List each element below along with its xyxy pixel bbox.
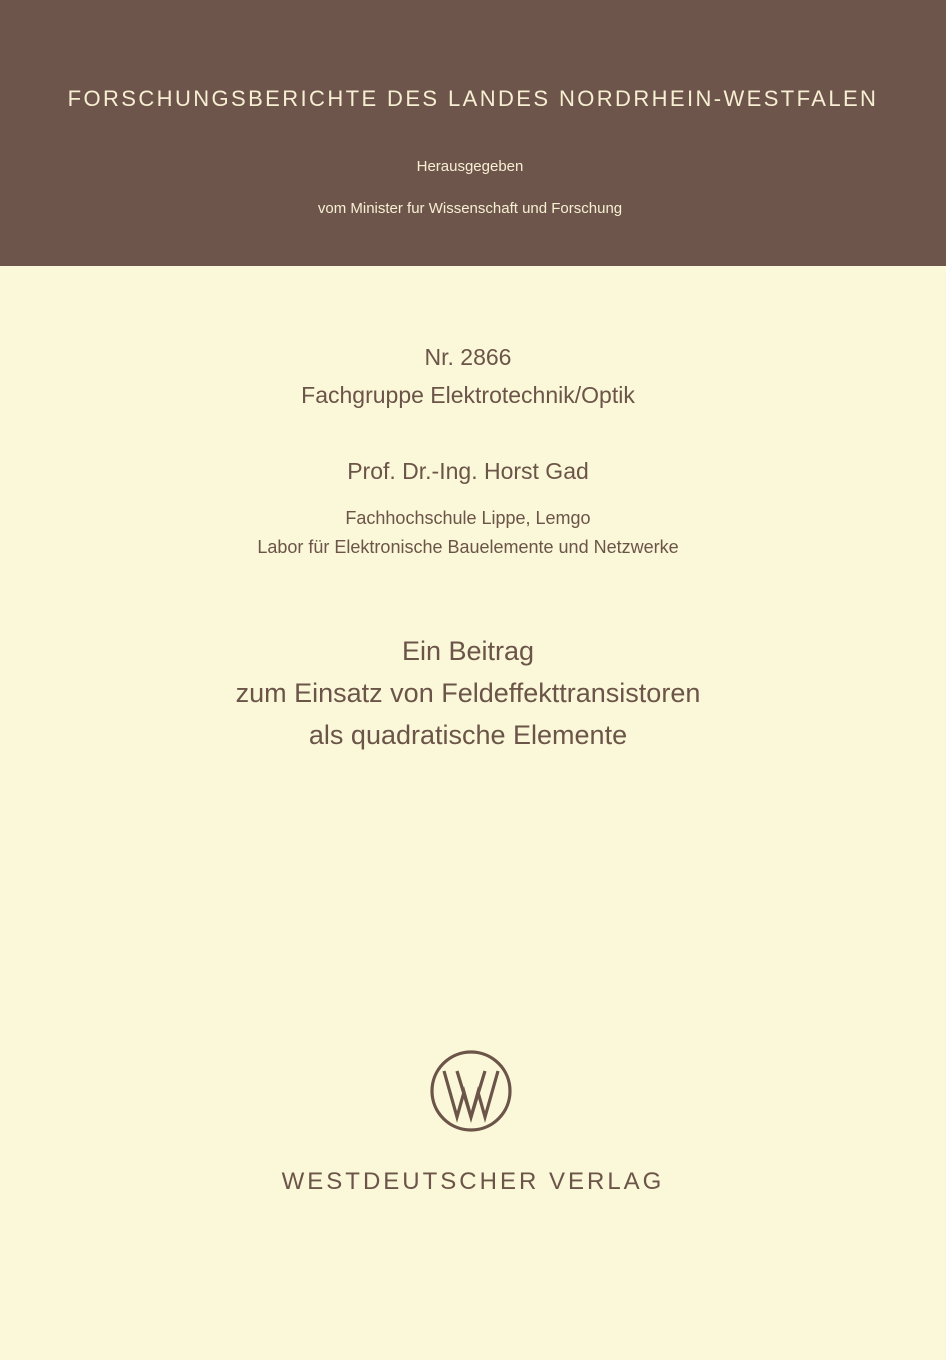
author-affiliation-2: Labor für Elektronische Bauelemente und Netzwerke xyxy=(257,537,679,557)
book-title xyxy=(0,630,936,756)
editor-name: vom Minister fur Wissenschaft und Forschung xyxy=(317,200,623,217)
series-title: FORSCHUNGSBERICHTE DES LANDES NORDRHEIN-WESTFALEN xyxy=(67,86,879,111)
title-line-3: als quadratische Elemente xyxy=(308,720,628,750)
author-affiliation-1: Fachhochschule Lippe, Lemgo xyxy=(345,508,591,528)
author-name: Prof. Dr.-Ing. Horst Gad xyxy=(347,458,589,484)
report-number: Nr. 2866 xyxy=(424,344,512,370)
ww-circle-logo-icon xyxy=(429,1049,513,1133)
editor-label: Herausgegeben xyxy=(416,158,524,175)
title-line-1: Ein Beitrag xyxy=(401,636,535,666)
header-band xyxy=(0,0,946,266)
report-group: Fachgruppe Elektrotechnik/Optik xyxy=(301,382,635,408)
title-line-2: zum Einsatz von Feldeffekttransistoren xyxy=(235,678,701,708)
publisher-name: WESTDEUTSCHER VERLAG xyxy=(281,1168,665,1195)
